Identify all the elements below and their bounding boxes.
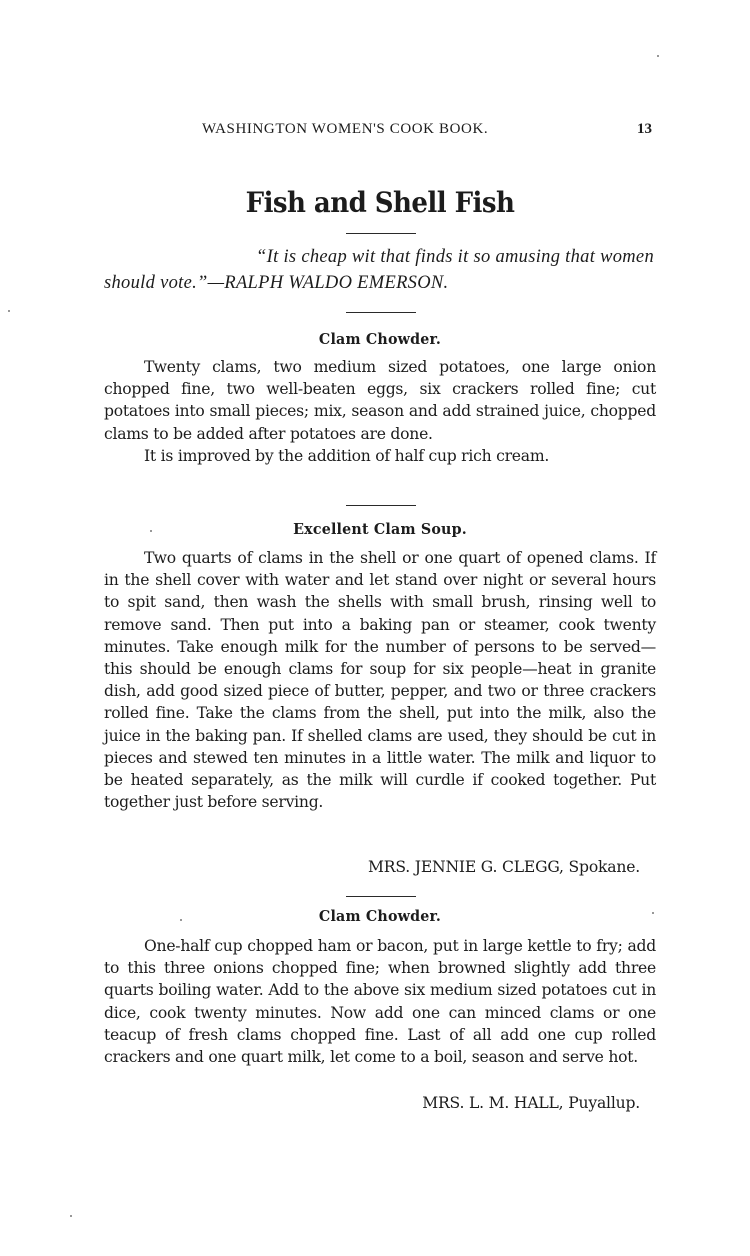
scan-speck xyxy=(657,55,659,57)
recipe-signature: MRS. L. M. HALL, Puyallup. xyxy=(422,1094,640,1112)
recipe-body xyxy=(104,547,656,813)
recipe-body xyxy=(104,356,656,467)
recipe-paragraph: Two quarts of clams in the shell or one quart of opened clams. If in the shell cover with water and let stand over night or several hours to spit sand, then wash the shells with small brush, rinsing well to remove sand. Then put into a baking pan or steamer, cook twenty minutes. Take enough milk for the number of persons to be served—this should be enough clams for soup for six people—heat in granite dish, add good sized piece of butter, pepper, and two or three crackers rolled fine. Take the clams from the shell, put into the milk, also the juice in the baking pan. If shelled clams are used, they should be cut in pieces and stewed ten minutes in a little water. The milk and liquor to be heated separately, as the milk will curdle if cooked together. Put together just before serving. xyxy=(104,549,656,812)
recipe-paragraph: Twenty clams, two medium sized potatoes, one large onion chopped fine, two well-beaten eggs, six crackers rolled fine; cut potatoes into small pieces; mix, season and add strained juice, chopped clams to be added after potatoes are done. xyxy=(104,358,656,443)
scan-speck xyxy=(180,919,182,921)
scan-speck xyxy=(70,1215,72,1217)
recipe-title: Clam Chowder. xyxy=(318,907,442,925)
recipe-paragraph: It is improved by the addition of half cup rich cream. xyxy=(144,446,550,465)
recipe-title: Excellent Clam Soup. xyxy=(293,520,467,538)
epigraph xyxy=(104,244,656,296)
scan-speck xyxy=(652,912,654,914)
recipe-body xyxy=(104,935,656,1068)
page-number: 13 xyxy=(637,121,652,137)
section-rule xyxy=(346,896,416,897)
recipe-title: Clam Chowder. xyxy=(318,330,442,348)
epigraph-line-1: “It is cheap wit that finds it so amusing that women xyxy=(256,247,654,267)
chapter-title-rule xyxy=(346,233,416,234)
running-header-title: WASHINGTON WOMEN'S COOK BOOK. xyxy=(202,121,489,137)
recipe-signature: MRS. JENNIE G. CLEGG, Spokane. xyxy=(368,858,640,876)
chapter-title: Fish and Shell Fish xyxy=(245,186,515,219)
running-header xyxy=(104,121,656,141)
scan-speck xyxy=(150,530,152,532)
scan-speck xyxy=(8,310,10,312)
recipe-paragraph: One-half cup chopped ham or bacon, put in large kettle to fry; add to this three onions chopped fine; when browned slightly add three quarts boiling water. Add to the above six medium sized potatoes cut in dice, cook twenty minutes. Now add one can minced clams or one teacup of fresh clams chopped fine. Last of all add one cup rolled crackers and one quart milk, let come to a boil, season and serve hot. xyxy=(104,937,656,1067)
epigraph-line-2: should vote.”—RALPH WALDO EMERSON. xyxy=(104,273,449,293)
epigraph-rule xyxy=(346,312,416,313)
section-rule xyxy=(346,505,416,506)
